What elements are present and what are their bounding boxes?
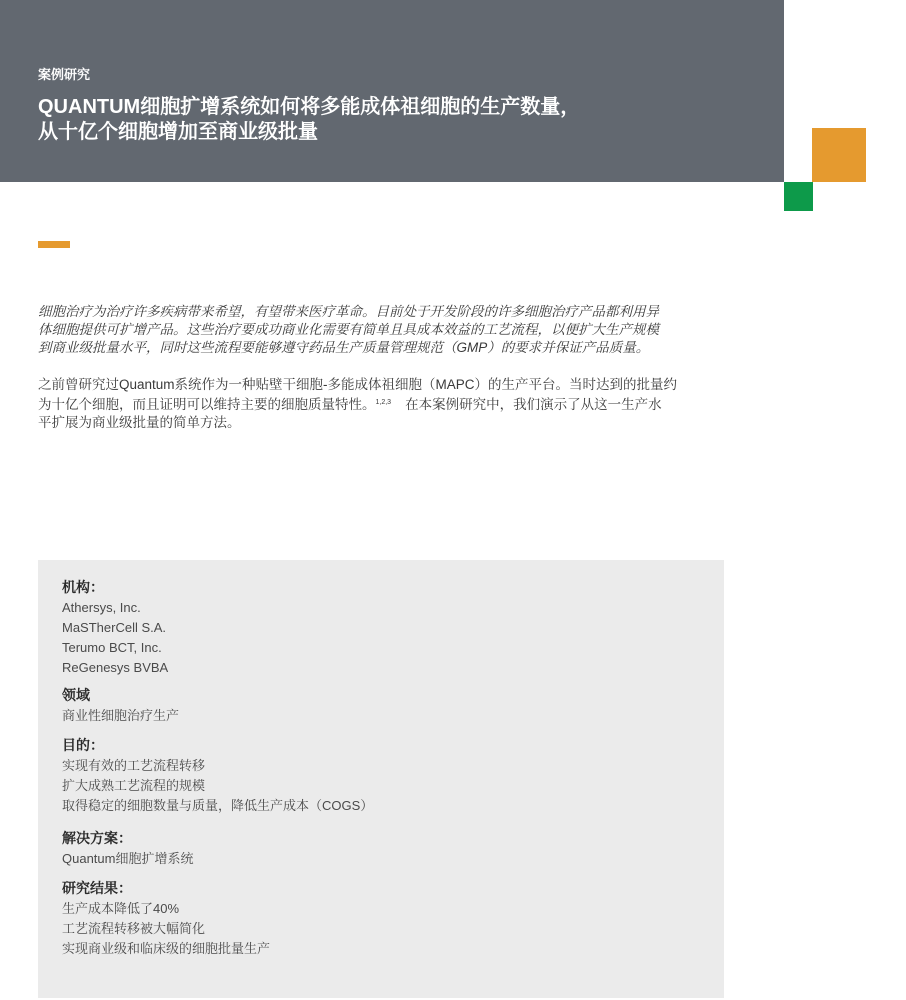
intro-line: 到商业级批量水平，同时这些流程要能够遵守药品生产质量管理规范（GMP）的要求并保证产品质量。 [38, 340, 650, 355]
body-line: 平扩展为商业级批量的简单方法。 [38, 415, 241, 430]
reference-superscript: 1,2,3 [375, 399, 392, 406]
intro-line: 细胞治疗为治疗许多疾病带来希望，有望带来医疗革命。目前处于开发阶段的许多细胞治疗产品都利用异 [38, 304, 659, 319]
section-heading: 领域 [62, 687, 90, 703]
body-line-text: 为十亿个细胞，而且证明可以维持主要的细胞质量特性。 [38, 397, 376, 412]
orange-square-decoration [812, 128, 866, 182]
header-banner [0, 0, 784, 182]
body-line: 之前曾研究过Quantum系统作为一种贴壁干细胞-多能成体祖细胞（MAPC）的生产平台。当时达到的批量约 [38, 377, 678, 392]
intro-paragraph [38, 303, 738, 357]
page-title [38, 95, 758, 145]
section-item: ReGenesys BVBA [62, 660, 169, 675]
section-goal [62, 735, 373, 816]
section-item: MaSTherCell S.A. [62, 620, 167, 635]
section-solution [62, 828, 193, 869]
section-item: 实现有效的工艺流程转移 [62, 758, 206, 773]
intro-line: 体细胞提供可扩增产品。这些治疗要成功商业化需要有简单且具成本效益的工艺流程，以便扩大生产规模 [38, 322, 659, 337]
body-line [38, 394, 738, 414]
section-organization [62, 577, 168, 678]
title-line-1: QUANTUM细胞扩增系统如何将多能成体祖细胞的生产数量， [38, 96, 581, 118]
section-item: 实现商业级和临床级的细胞批量生产 [62, 941, 271, 956]
kicker-label: 案例研究 [38, 67, 91, 82]
section-item: 生产成本降低了40% [62, 901, 180, 916]
section-item: 扩大成熟工艺流程的规模 [62, 778, 206, 793]
title-line-2: 从十亿个细胞增加至商业级批量 [38, 121, 318, 143]
section-heading: 解决方案： [62, 830, 132, 846]
section-heading: 目的： [62, 737, 104, 753]
section-heading: 机构： [62, 579, 104, 595]
body-line-text: 在本案例研究中，我们演示了从这一生产水 [405, 397, 662, 412]
accent-bar [38, 241, 70, 248]
section-field [62, 685, 179, 726]
section-results [62, 878, 270, 959]
body-paragraph [38, 376, 738, 432]
section-item: 取得稳定的细胞数量与质量，降低生产成本（COGS） [62, 798, 374, 813]
green-square-decoration [784, 182, 813, 211]
section-item: Athersys, Inc. [62, 600, 141, 615]
section-heading: 研究结果： [62, 880, 132, 896]
section-item: 工艺流程转移被大幅简化 [62, 921, 206, 936]
info-box [38, 560, 724, 998]
section-item: 商业性细胞治疗生产 [62, 708, 180, 723]
section-item: Quantum细胞扩增系统 [62, 851, 194, 866]
section-item: Terumo BCT, Inc. [62, 640, 162, 655]
